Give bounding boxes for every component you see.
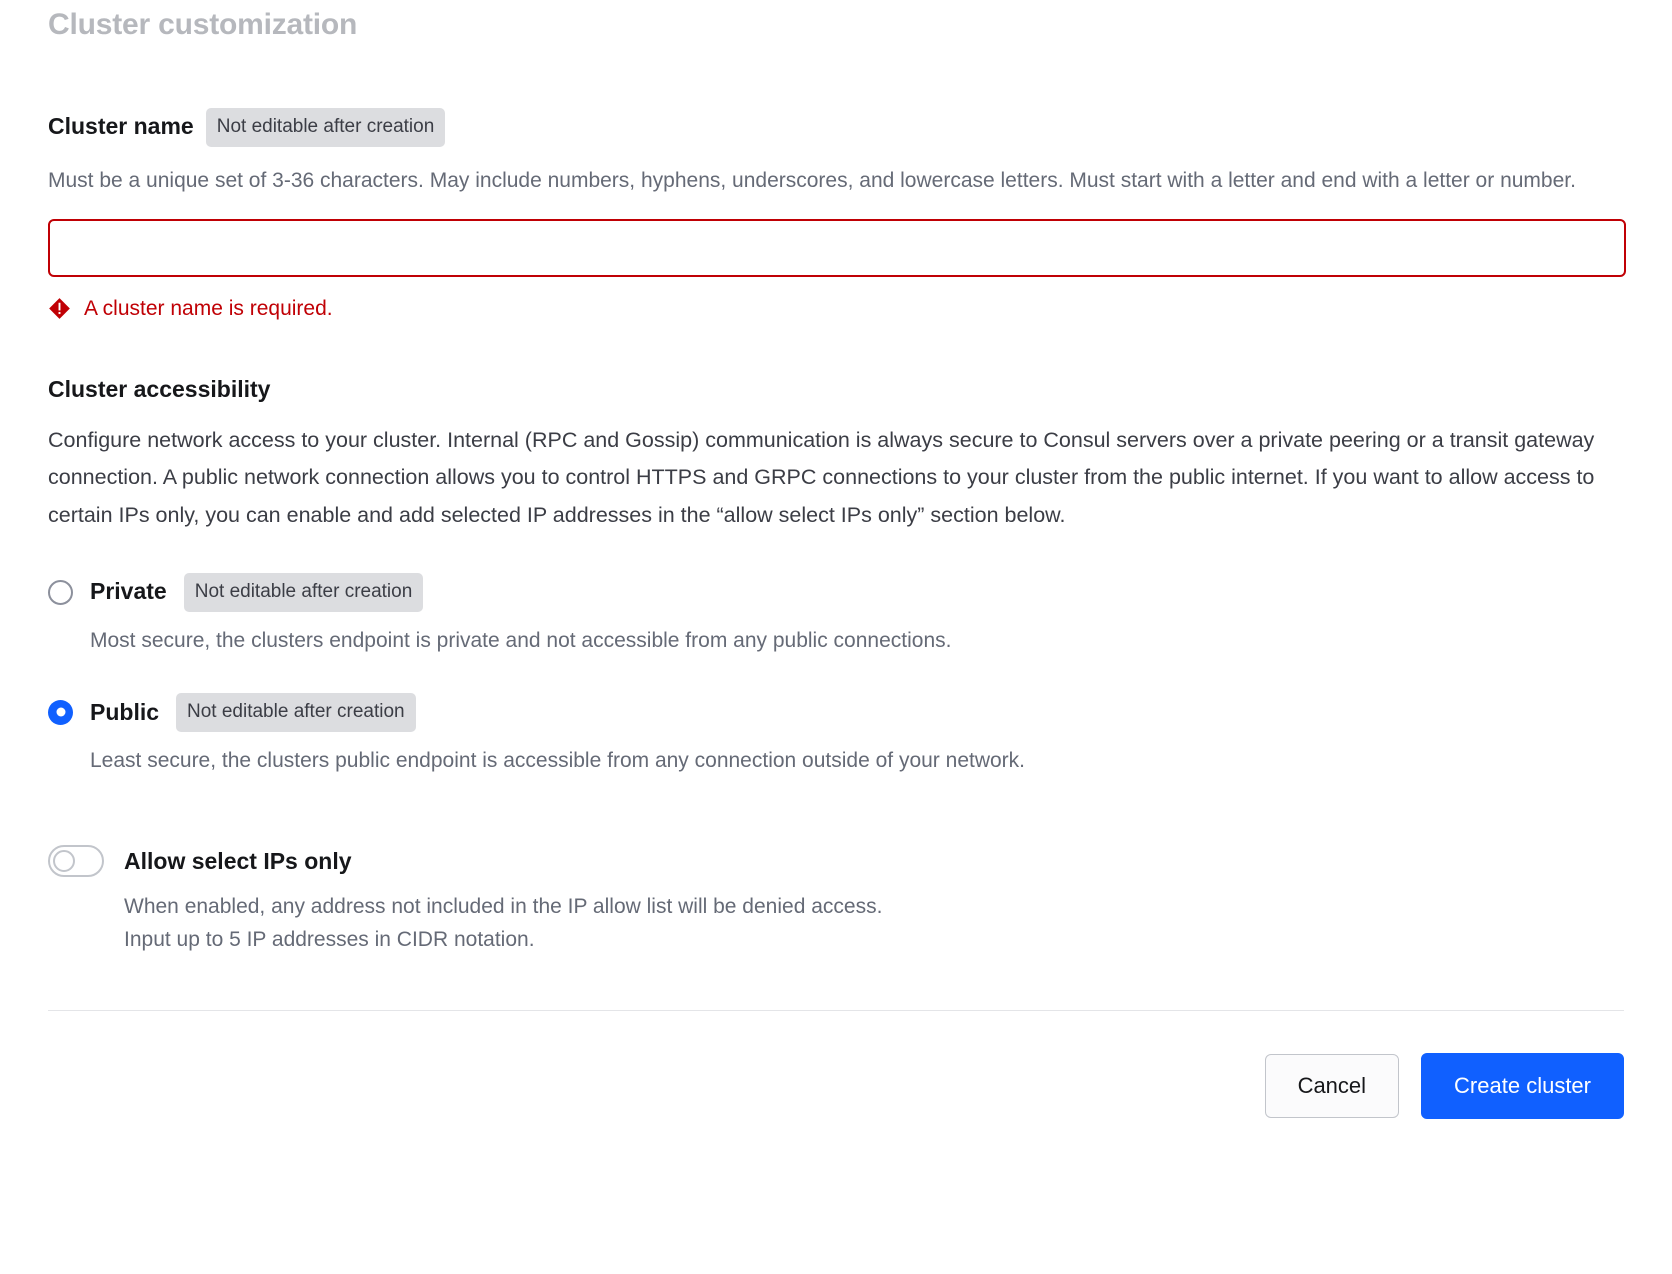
cluster-name-helper-text: Must be a unique set of 3-36 characters. May include numbers, hyphens, underscores, and lowercase letters. Must start with a letter and end with a letter or number. — [48, 168, 1576, 192]
radio-option-private[interactable] — [48, 573, 1624, 655]
allow-select-ips-description — [124, 891, 1624, 956]
cluster-name-label-row — [48, 108, 1624, 147]
allow-select-ips-description-line1: When enabled, any address not included in the IP allow list will be denied access. — [124, 895, 883, 919]
cancel-button[interactable]: Cancel — [1265, 1054, 1399, 1118]
page-title: Cluster customization — [48, 8, 358, 41]
radio-option-public[interactable] — [48, 693, 1624, 775]
create-cluster-button[interactable]: Create cluster — [1421, 1053, 1624, 1119]
allow-select-ips-row[interactable] — [48, 845, 1624, 877]
cluster-name-not-editable-badge: Not editable after creation — [206, 108, 446, 147]
cluster-name-label: Cluster name — [48, 113, 194, 140]
radio-public-badge: Not editable after creation — [176, 693, 416, 732]
allow-select-ips-toggle[interactable] — [48, 845, 104, 877]
error-diamond-icon — [48, 297, 71, 320]
radio-public-description: Least secure, the clusters public endpoint is accessible from any connection outside of your network. — [90, 748, 1026, 772]
cluster-accessibility-section — [48, 376, 1624, 775]
radio-private-input[interactable] — [48, 580, 73, 605]
cluster-name-field-block — [48, 108, 1624, 321]
cluster-accessibility-radio-group — [48, 573, 1624, 776]
radio-public-input[interactable] — [48, 700, 73, 725]
cluster-name-error-text: A cluster name is required. — [84, 297, 333, 321]
footer-actions — [48, 1053, 1624, 1119]
cluster-accessibility-heading: Cluster accessibility — [48, 376, 271, 403]
allow-select-ips-block — [48, 845, 1624, 956]
radio-private-label: Private — [90, 578, 167, 605]
cluster-name-input[interactable] — [48, 219, 1626, 277]
radio-public-label: Public — [90, 698, 160, 725]
allow-select-ips-label: Allow select IPs only — [124, 847, 352, 874]
allow-select-ips-description-line2: Input up to 5 IP addresses in CIDR notation. — [124, 927, 535, 951]
cluster-accessibility-description: Configure network access to your cluster. Internal (RPC and Gossip) communication is always secure to Consul servers over a private peering or a transit gateway connection. A public network connection allows you to control HTTPS and GRPC connections to your cluster from the public internet. If you want to allow access to certain IPs only, you can enable and add selected IP addresses in the “allow select IPs only” section below. — [48, 427, 1595, 527]
toggle-knob — [53, 850, 75, 872]
footer-divider — [48, 1010, 1624, 1011]
radio-option-private-row[interactable] — [48, 573, 1624, 612]
radio-private-badge: Not editable after creation — [184, 573, 424, 612]
cluster-name-error — [48, 297, 1624, 320]
radio-option-public-row[interactable] — [48, 693, 1624, 732]
radio-private-description: Most secure, the clusters endpoint is private and not accessible from any public connections. — [90, 628, 952, 652]
